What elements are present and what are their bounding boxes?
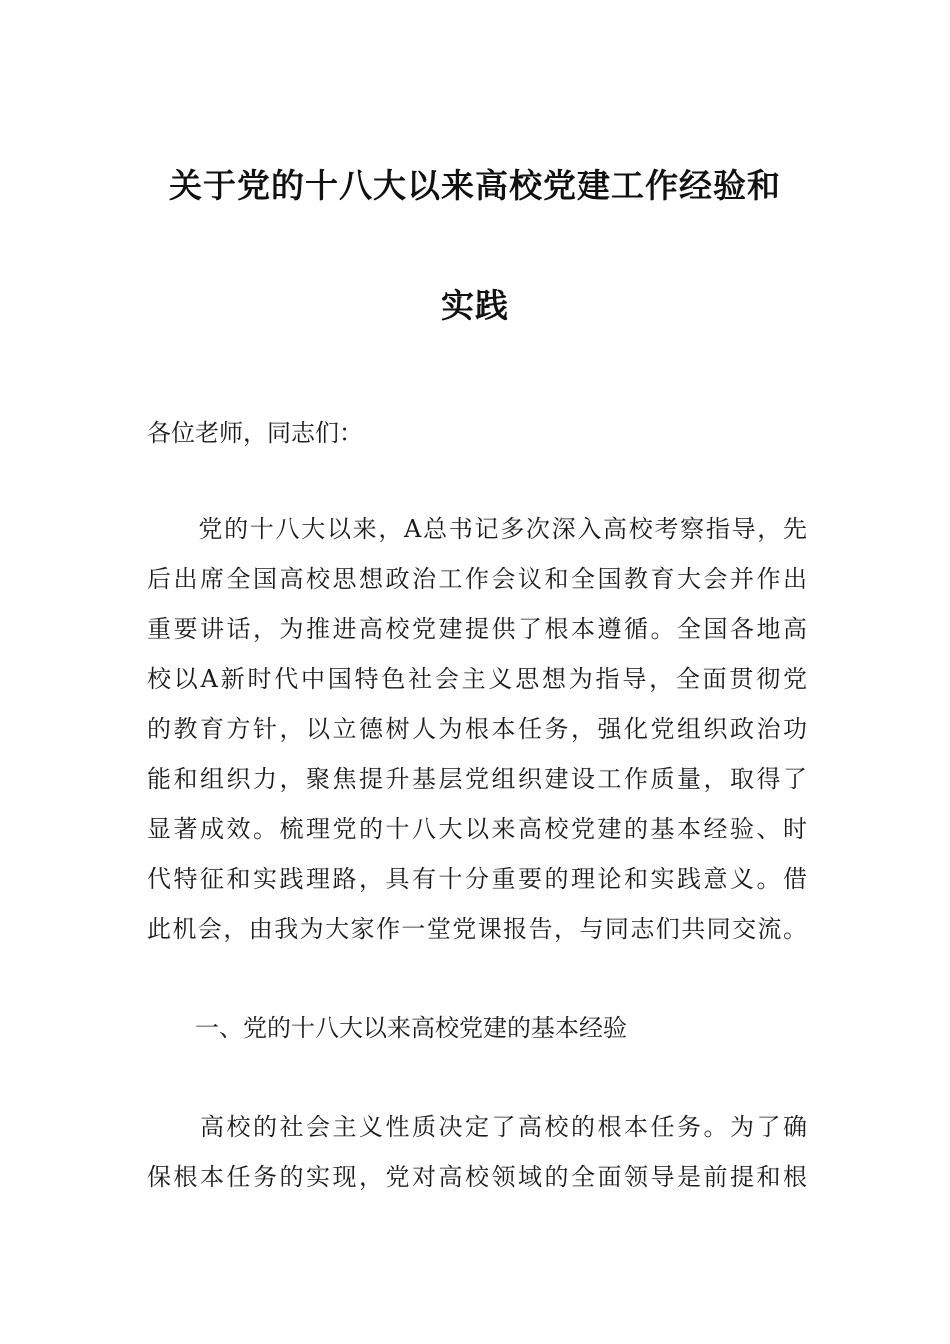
section-heading-1: 一、党的十八大以来高校党建的基本经验 [147,1014,627,1042]
paragraph-1-line-7: 显著成效。梳理党的十八大以来高校党建的基本经验、时 [147,815,807,843]
paragraph-2-line-2: 保根本任务的实现，党对高校领域的全面领导是前提和根 [147,1163,807,1191]
paragraph-1-line-3: 重要讲话，为推进高校党建提供了根本遵循。全国各地高 [147,615,807,643]
paragraph-1-line-4: 校以A新时代中国特色社会主义思想为指导，全面贯彻党 [147,665,807,693]
paragraph-1-line-2: 后出席全国高校思想政治工作会议和全国教育大会并作出 [147,565,807,593]
paragraph-1-line-9: 此机会，由我为大家作一堂党课报告，与同志们共同交流。 [147,915,807,943]
document-title-line-2: 实践 [441,286,509,325]
paragraph-1-line-6: 能和组织力，聚焦提升基层党组织建设工作质量，取得了 [147,765,807,793]
paragraph-1-line-1: 党的十八大以来，A总书记多次深入高校考察指导，先 [147,515,807,543]
document-title-line-1: 关于党的十八大以来高校党建工作经验和 [169,166,781,205]
paragraph-2-line-1: 高校的社会主义性质决定了高校的根本任务。为了确 [147,1113,807,1141]
paragraph-1-line-8: 代特征和实践理路，具有十分重要的理论和实践意义。借 [147,865,807,893]
paragraph-1-line-5: 的教育方针，以立德树人为根本任务，强化党组织政治功 [147,715,807,743]
salutation: 各位老师，同志们： [147,419,363,447]
